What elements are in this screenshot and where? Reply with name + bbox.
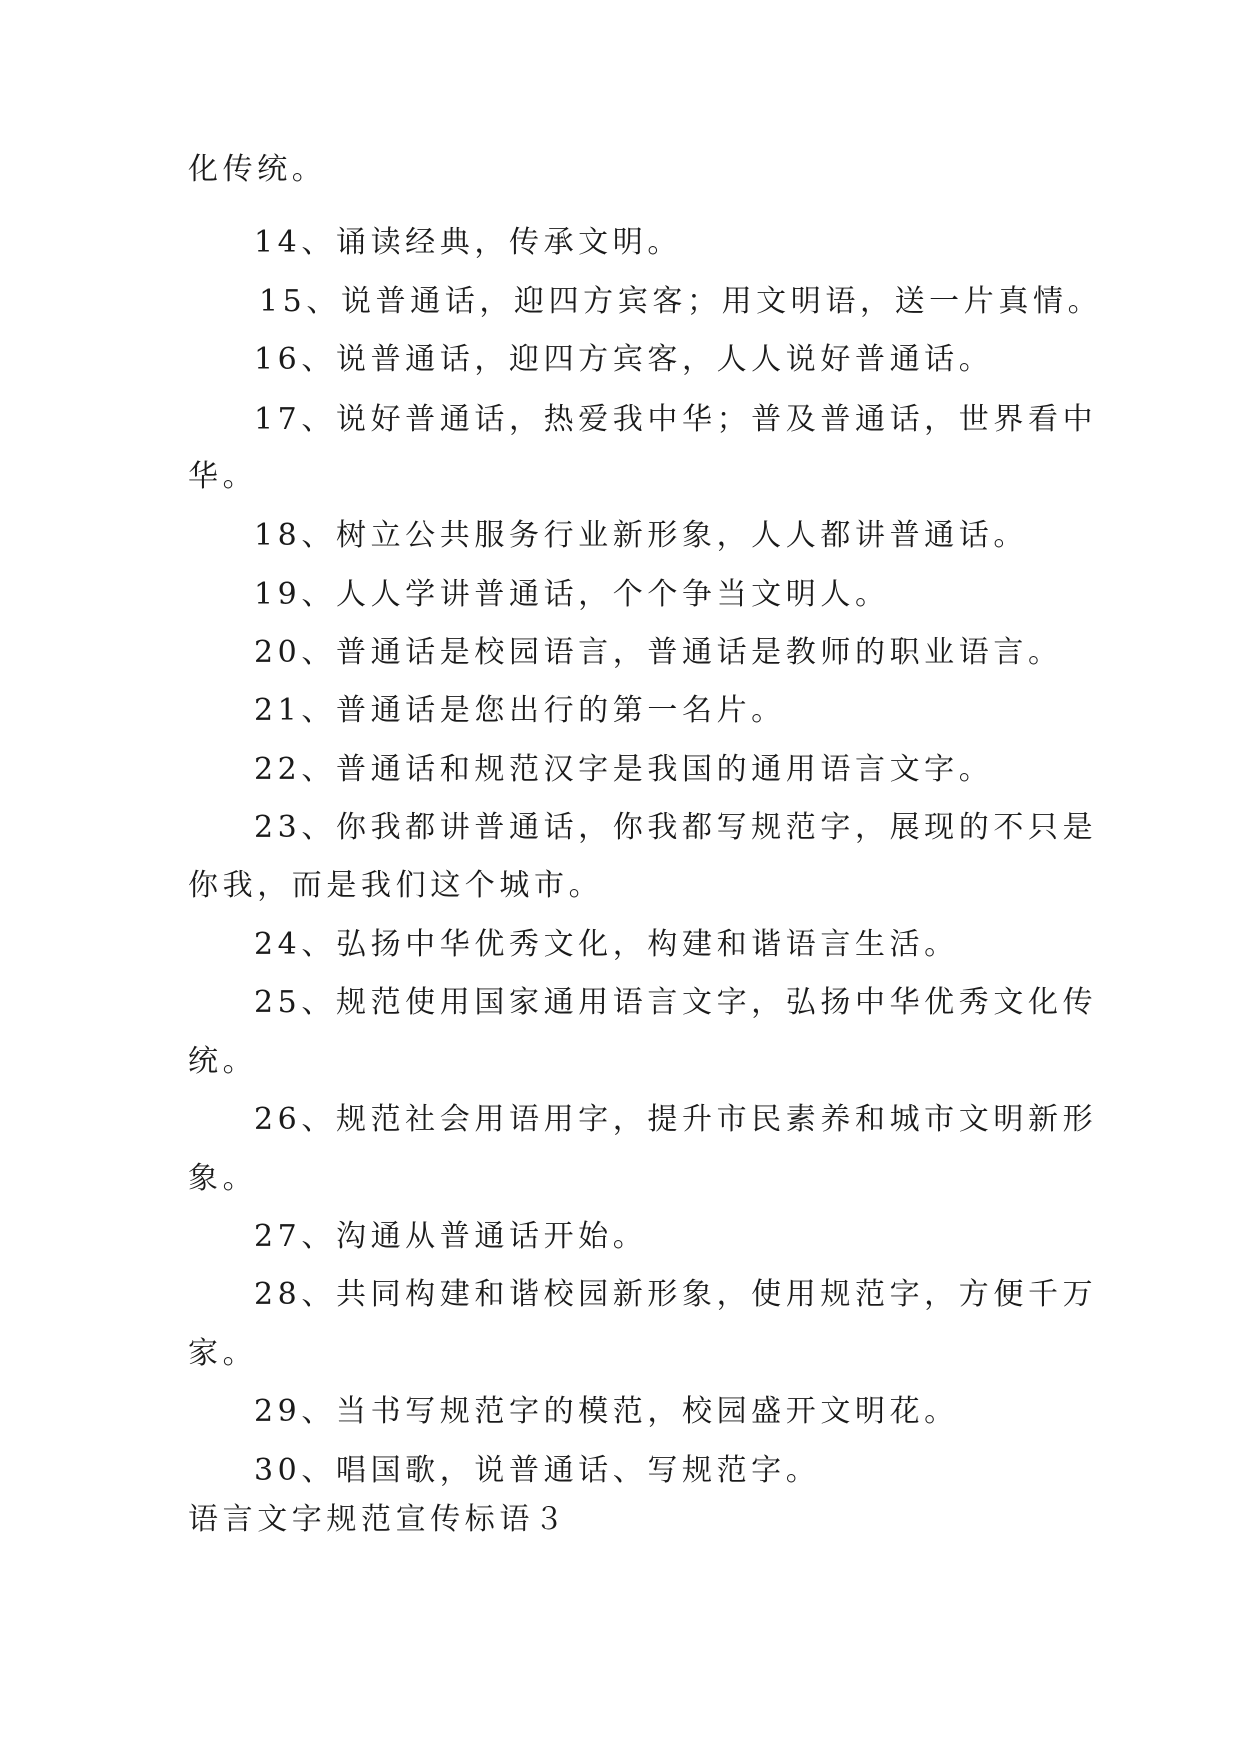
text-line: 统。 bbox=[188, 1044, 258, 1079]
text-line: 家。 bbox=[188, 1336, 258, 1371]
text-line: 26、规范社会用语用字，提升市民素养和城市文明新形 bbox=[254, 1102, 1098, 1137]
text-line: 30、唱国歌，说普通话、写规范字。 bbox=[254, 1453, 821, 1488]
text-line: 28、共同构建和谐校园新形象，使用规范字，方便千万 bbox=[254, 1277, 1098, 1312]
text-line: 化传统。 bbox=[188, 152, 327, 187]
text-line: 24、弘扬中华优秀文化，构建和谐语言生活。 bbox=[254, 927, 959, 962]
section-heading: 语言文字规范宣传标语３ bbox=[188, 1502, 569, 1537]
text-line: 21、普通话是您出行的第一名片。 bbox=[254, 693, 786, 728]
text-line: 18、树立公共服务行业新形象，人人都讲普通话。 bbox=[254, 518, 1028, 553]
text-line: 20、普通话是校园语言，普通话是教师的职业语言。 bbox=[254, 635, 1063, 670]
text-line: 17、说好普通话，热爱我中华；普及普通话，世界看中 bbox=[254, 402, 1098, 437]
text-line: 你我，而是我们这个城市。 bbox=[188, 868, 604, 903]
text-line: 25、规范使用国家通用语言文字，弘扬中华优秀文化传 bbox=[254, 985, 1098, 1020]
text-line: 23、你我都讲普通话，你我都写规范字，展现的不只是 bbox=[254, 810, 1098, 845]
text-line: 27、沟通从普通话开始。 bbox=[254, 1219, 648, 1254]
text-line: 14、诵读经典，传承文明。 bbox=[254, 225, 682, 260]
text-line: 16、说普通话，迎四方宾客，人人说好普通话。 bbox=[254, 342, 994, 377]
text-line: 29、当书写规范字的模范，校园盛开文明花。 bbox=[254, 1394, 959, 1429]
text-line: 华。 bbox=[188, 459, 258, 494]
text-line: 19、人人学讲普通话，个个争当文明人。 bbox=[254, 577, 890, 612]
text-line: 22、普通话和规范汉字是我国的通用语言文字。 bbox=[254, 752, 994, 787]
text-line: 15、说普通话，迎四方宾客；用文明语，送一片真情。 bbox=[259, 284, 1103, 319]
text-line: 象。 bbox=[188, 1161, 258, 1196]
